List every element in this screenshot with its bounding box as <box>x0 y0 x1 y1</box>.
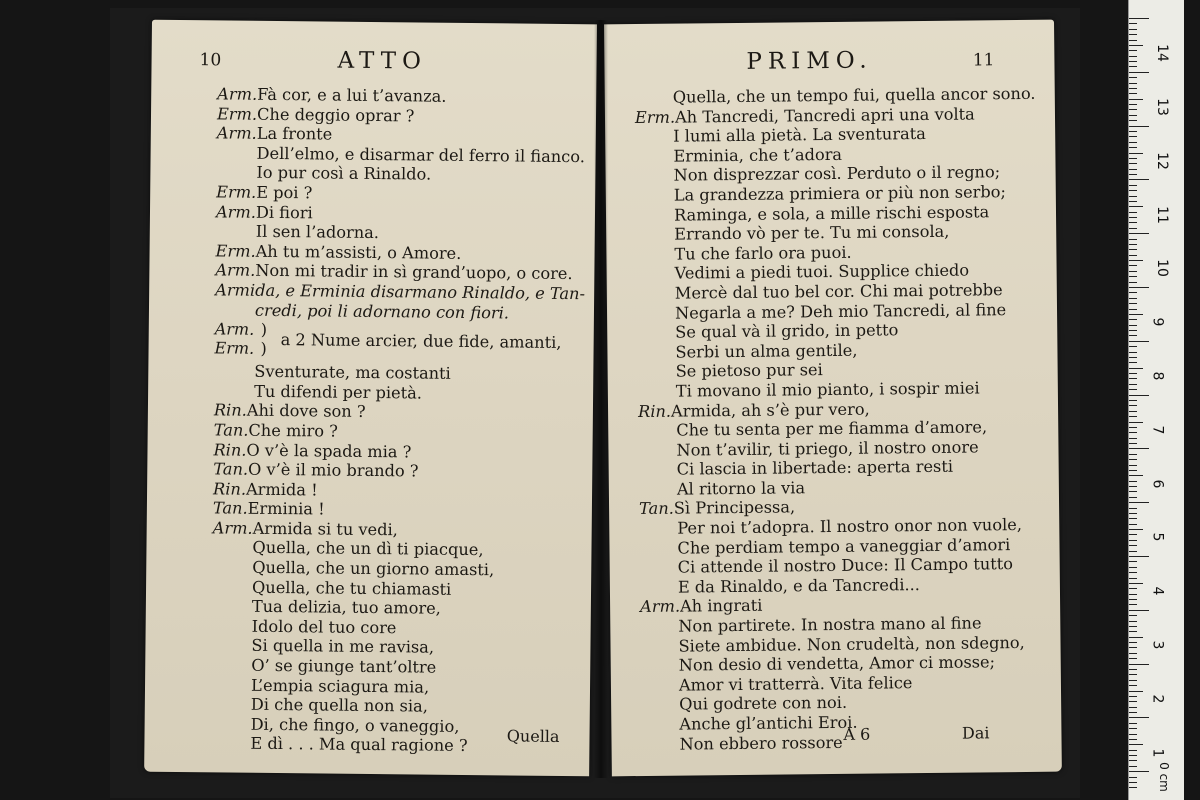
ruler-tick <box>1129 448 1149 449</box>
verse-text: Per noi t’adopra. Il nostro onor non vuole, <box>677 515 1023 538</box>
verse-text: Ah ingrati <box>679 596 763 617</box>
ruler-tick <box>1129 93 1137 94</box>
ruler-tick <box>1129 298 1137 299</box>
verse-text: Che perdiam tempo a vaneggiar d’amori <box>677 534 1011 558</box>
ruler-tick <box>1129 23 1137 24</box>
ruler-number: 8 <box>1149 371 1166 381</box>
ruler-tick <box>1129 674 1137 675</box>
ruler-number: 14 <box>1153 44 1170 63</box>
verse-text: Tua delizia, tuo amore, <box>251 596 441 618</box>
ruler-tick <box>1129 551 1137 552</box>
ruler-tick <box>1129 400 1137 401</box>
verse-text: Ci lascia in libertade: aperta resti <box>676 457 954 479</box>
right-page-number: 11 <box>972 50 995 71</box>
ruler-tick <box>1129 685 1137 686</box>
ruler-tick <box>1129 309 1137 310</box>
ruler-tick <box>1129 470 1137 471</box>
ruler-tick <box>1129 131 1137 132</box>
ruler-tick <box>1129 368 1143 369</box>
ruler-tick <box>1129 378 1137 379</box>
verse-text: Non partirete. In nostra mano al fine <box>678 613 982 636</box>
ruler-tick <box>1129 642 1137 643</box>
speaker-name: Arm. <box>212 518 253 538</box>
verse-text: Vedimi a piedi tuoi. Supplice chiedo <box>674 260 970 283</box>
ruler-tick <box>1129 438 1137 439</box>
ruler-tick <box>1129 578 1137 579</box>
right-catchword: Dai <box>961 723 990 743</box>
ruler-tick <box>1129 357 1137 358</box>
ruler-number: 13 <box>1153 98 1170 116</box>
ruler-tick <box>1129 631 1137 632</box>
verse-text: Mercè dal tuo bel cor. Chi mai potrebbe <box>674 280 1003 303</box>
ruler-number: 4 <box>1149 586 1166 596</box>
verse-text: E da Rinaldo, e da Tancredi... <box>677 574 920 597</box>
ruler-tick <box>1129 427 1137 428</box>
ruler-tick <box>1129 158 1137 159</box>
ruler-tick <box>1129 701 1137 702</box>
ruler-tick <box>1129 346 1137 347</box>
speaker-name: Arm. <box>215 201 257 222</box>
ruler-tick <box>1129 680 1137 681</box>
speaker-name: Tan. <box>213 459 249 479</box>
speaker-name: Arm. <box>216 123 257 143</box>
ruler-number: 7 <box>1149 425 1166 435</box>
ruler-tick <box>1129 362 1137 363</box>
ruler-tick <box>1129 583 1143 584</box>
verse-text: Il sen l’adorna. <box>255 221 380 243</box>
ruler-tick <box>1129 239 1137 240</box>
verse-text: Non t’avilir, ti priego, il nostro onore <box>676 437 979 460</box>
right-page-text <box>605 84 1062 755</box>
verse-text: Quella, che un tempo fui, quella ancor sono. <box>672 83 1036 107</box>
ruler-tick <box>1129 153 1143 154</box>
ruler-tick <box>1129 513 1137 514</box>
ruler-number: 11 <box>1153 205 1170 224</box>
ruler-tick <box>1129 314 1143 315</box>
ruler-tick <box>1129 610 1149 611</box>
ruler-tick <box>1129 561 1137 562</box>
ruler-tick <box>1129 228 1137 229</box>
ruler-tick <box>1129 422 1143 423</box>
ruler-tick <box>1129 56 1137 57</box>
ruler-tick <box>1129 61 1137 62</box>
ruler-tick <box>1129 115 1137 116</box>
ruler-tick <box>1129 190 1137 191</box>
ruler-tick <box>1129 432 1137 433</box>
ruler-tick <box>1129 540 1137 541</box>
ruler-number: 2 <box>1149 694 1166 704</box>
ruler-tick <box>1129 99 1143 100</box>
left-page-header <box>151 46 596 81</box>
ruler-tick <box>1129 717 1149 718</box>
verse-text: Ti movano il mio pianto, i sospir miei <box>675 378 980 401</box>
left-page-number: 10 <box>199 50 222 71</box>
ruler-tick <box>1129 443 1137 444</box>
ruler-tick <box>1129 486 1137 487</box>
ruler-tick <box>1129 196 1137 197</box>
ruler-tick <box>1129 109 1137 110</box>
a-due-speakers <box>214 319 254 357</box>
ruler-number: 10 <box>1153 259 1170 278</box>
verse-text: Al ritorno la via <box>676 478 806 499</box>
ruler-tick <box>1129 179 1149 180</box>
ruler-tick <box>1129 287 1149 288</box>
verse-text: E dì . . . Ma qual ragione ? <box>250 734 468 756</box>
left-page-text <box>144 84 596 758</box>
speaker-name: Erm. <box>216 182 257 202</box>
verse-line <box>611 730 1061 754</box>
ruler-tick <box>1129 723 1137 724</box>
ruler-tick <box>1129 222 1137 223</box>
verse-text: Ci attende il nostro Duce: Il Campo tutto <box>677 554 1014 577</box>
ruler-tick <box>1129 126 1149 127</box>
ruler-tick <box>1129 416 1137 417</box>
ruler-tick <box>1129 66 1137 67</box>
ruler-tick <box>1129 529 1143 530</box>
right-page-header <box>604 46 1054 81</box>
verse-text: Erminia, che t’adora <box>673 144 843 166</box>
verse-text: Serbi un alma gentile, <box>675 340 858 362</box>
ruler-tick <box>1129 755 1137 756</box>
ruler-number: 5 <box>1149 532 1166 542</box>
verse-text: Ah tu m’assisti, o Amore. <box>255 241 462 263</box>
verse-text: Che deggio oprar ? <box>256 104 415 126</box>
ruler-tick <box>1129 750 1137 751</box>
ruler-tick <box>1129 691 1143 692</box>
ruler-tick <box>1129 647 1137 648</box>
ruler-tick <box>1129 760 1137 761</box>
ruler-tick <box>1129 475 1143 476</box>
speaker-name: Arm. <box>217 84 258 104</box>
speaker-name: Rin. <box>637 401 672 421</box>
ruler-tick <box>1129 411 1137 412</box>
ruler-number: 9 <box>1149 317 1166 327</box>
ruler-tick <box>1129 217 1137 218</box>
ruler-tick <box>1129 104 1137 105</box>
ruler-tick <box>1129 373 1137 374</box>
verse-text: Non mi tradir in sì grand’uopo, o core. <box>255 261 573 284</box>
ruler-number: 1 <box>1149 748 1166 758</box>
verse-text: Anche gl’antichi Eroi. <box>679 712 858 734</box>
verse-text: Ahi dove son ? <box>246 400 366 422</box>
ruler-tick <box>1129 147 1137 148</box>
ruler-tick <box>1129 34 1137 35</box>
ruler-tick <box>1129 330 1137 331</box>
ruler-tick <box>1129 40 1137 41</box>
speaker-name: Arm. <box>640 597 681 617</box>
ruler-tick <box>1129 696 1137 697</box>
ruler-tick <box>1129 777 1137 778</box>
stage-direction: credi, poi li adornano con fiori. <box>254 300 510 322</box>
ruler-tick <box>1129 50 1137 51</box>
verse-text: I lumi alla pietà. La sventurata <box>673 124 926 146</box>
verse-text: O v’è la spada mia ? <box>246 440 412 461</box>
verse-text: Qui godrete con noi. <box>679 693 848 715</box>
ruler-tick <box>1129 136 1137 137</box>
verse-text: Quella, che un giorno amasti, <box>252 557 495 580</box>
verse-text: La fronte <box>256 123 333 144</box>
ruler-tick <box>1129 88 1137 89</box>
ruler-tick <box>1129 45 1143 46</box>
scale-ruler <box>1128 0 1184 800</box>
verse-text: Non desio di vendetta, Amor ci mosse; <box>678 652 996 675</box>
ruler-tick <box>1129 325 1137 326</box>
ruler-tick <box>1129 29 1137 30</box>
verse-text: Armida si tu vedi, <box>252 518 398 540</box>
book-gutter <box>594 20 608 778</box>
verse-text: Raminga, e sola, a mille rischi esposta <box>673 201 990 225</box>
left-catchword: Quella <box>506 726 560 746</box>
verse-text: Fà cor, e a lui t’avanza. <box>257 84 447 106</box>
verse-text: L’empia sciagura mia, <box>250 675 430 697</box>
ruler-tick <box>1129 142 1137 143</box>
verse-text: Amor vi tratterrà. Vita felice <box>678 672 913 695</box>
ruler-tick <box>1129 728 1137 729</box>
ruler-tick <box>1129 556 1149 557</box>
a-due-block <box>148 319 593 366</box>
verse-text: Negarla a me? Deh mio Tancredi, al fine <box>674 299 1007 323</box>
ruler-tick <box>1129 459 1137 460</box>
speaker-name: Rin. <box>213 400 247 420</box>
right-page <box>604 20 1062 777</box>
ruler-number: 3 <box>1149 640 1166 650</box>
verse-text: Se pietoso pur sei <box>675 360 823 381</box>
verse-text: Quella, che un dì ti piacque, <box>252 538 484 560</box>
verse-text: Di fiori <box>255 202 313 222</box>
ruler-tick <box>1129 572 1137 573</box>
verse-text: E poi ? <box>256 182 313 203</box>
ruler-tick <box>1129 185 1137 186</box>
a-due-brace: ) ) <box>260 319 268 359</box>
verse-text: Erminia ! <box>247 498 325 519</box>
ruler-tick <box>1129 292 1137 293</box>
ruler-tick <box>1129 497 1137 498</box>
ruler-tick <box>1129 282 1137 283</box>
ruler-tick <box>1129 658 1137 659</box>
signature-mark: A 6 <box>843 724 871 744</box>
ruler-tick <box>1129 707 1137 708</box>
verse-text: Che miro ? <box>248 420 338 441</box>
a-due-speaker-2: Erm. <box>214 338 255 358</box>
ruler-tick <box>1129 545 1137 546</box>
speaker-name: Tan. <box>638 499 674 519</box>
verse-text: Non ebbero rossore <box>679 732 843 754</box>
ruler-tick <box>1129 233 1149 234</box>
speaker-name: Erm. <box>216 103 258 124</box>
ruler-tick <box>1129 206 1143 207</box>
verse-text: Tu che farlo ora puoi. <box>674 242 852 264</box>
ruler-tick <box>1129 502 1149 503</box>
ruler-tick <box>1129 491 1137 492</box>
ruler-number: 12 <box>1153 151 1170 170</box>
ruler-tick <box>1129 395 1149 396</box>
verse-text: Siete ambidue. Non crudeltà, non sdegno, <box>678 632 1025 656</box>
verse-text: La grandezza primiera or più non serbo; <box>673 182 1006 205</box>
ruler-tick <box>1129 588 1137 589</box>
ruler-tick <box>1129 771 1149 772</box>
speaker-name: Rin. <box>213 439 247 460</box>
ruler-tick <box>1129 454 1137 455</box>
ruler-tick <box>1129 739 1137 740</box>
ruler-tick <box>1129 405 1137 406</box>
ruler-tick <box>1129 626 1137 627</box>
a-due-text: a 2 Nume arcier, due fide, amanti, <box>280 330 562 353</box>
ruler-tick <box>1129 163 1137 164</box>
ruler-tick <box>1129 604 1137 605</box>
speaker-name: Tan. <box>213 420 249 440</box>
verse-text: Idolo del tuo core <box>251 616 397 638</box>
ruler-tick <box>1129 201 1137 202</box>
ruler-tick <box>1129 319 1137 320</box>
ruler-tick <box>1129 276 1137 277</box>
ruler-tick <box>1129 744 1143 745</box>
ruler-tick <box>1129 712 1137 713</box>
ruler-tick <box>1129 534 1137 535</box>
verse-text: Che tu senta per me fiamma d’amore, <box>676 417 988 440</box>
verse-text: Armida ! <box>245 479 318 500</box>
ruler-tick <box>1129 766 1137 767</box>
ruler-tick <box>1129 72 1149 73</box>
verse-text: Sventurate, ma costanti <box>254 361 451 383</box>
ruler-tick <box>1129 335 1137 336</box>
verse-text: Armida, ah s’è pur vero, <box>670 399 870 421</box>
ruler-tick <box>1129 174 1137 175</box>
verse-text: Dell’elmo, e disarmar del ferro il fianco. <box>256 143 585 166</box>
verse-text: Se qual và il grido, in petto <box>675 320 899 342</box>
verse-text: Ah Tancredi, Tancredi apri una volta <box>674 104 975 127</box>
verse-text: O v’è il mio brando ? <box>247 459 419 481</box>
ruler-tick <box>1129 389 1137 390</box>
ruler-tick <box>1129 384 1137 385</box>
ruler-tick <box>1129 508 1137 509</box>
ruler-unit: 0 cm <box>1156 762 1171 792</box>
ruler-tick <box>1129 599 1137 600</box>
ruler-tick <box>1129 169 1137 170</box>
ruler-tick <box>1129 481 1137 482</box>
ruler-tick <box>1129 352 1137 353</box>
ruler-tick <box>1129 212 1137 213</box>
ruler-tick <box>1129 637 1143 638</box>
verse-text: Errando vò per te. Tu mi consola, <box>674 221 950 244</box>
stage-direction: Armida, e Erminia disarmano Rinaldo, e Tan- <box>215 280 586 304</box>
ruler-tick <box>1129 341 1149 342</box>
ruler-tick <box>1129 120 1137 121</box>
ruler-number: 6 <box>1149 479 1166 489</box>
verse-text: Non disprezzar così. Perduto o il regno; <box>673 162 1001 186</box>
ruler-tick <box>1129 782 1137 783</box>
left-page <box>144 20 597 777</box>
verse-text: Di, che fingo, o vaneggio, <box>250 714 460 736</box>
ruler-tick <box>1129 615 1137 616</box>
verse-text: Io pur così a Rinaldo. <box>256 163 432 184</box>
verse-text: O’ se giunge tant’oltre <box>251 655 437 677</box>
ruler-tick <box>1129 524 1137 525</box>
speaker-name: Erm. <box>215 241 256 261</box>
verse-text: Tu difendi per pietà. <box>254 381 423 403</box>
verse-text: Si quella in me ravisa, <box>251 636 435 658</box>
ruler-tick <box>1129 669 1137 670</box>
ruler-tick <box>1129 271 1137 272</box>
ruler-tick <box>1129 664 1149 665</box>
ruler-tick <box>1129 255 1137 256</box>
ruler-tick <box>1129 621 1137 622</box>
ruler-tick <box>1129 83 1137 84</box>
ruler-tick <box>1129 260 1143 261</box>
ruler-tick <box>1129 653 1137 654</box>
verse-text: Di che quella non sia, <box>250 694 428 716</box>
speaker-name: Erm. <box>634 107 676 127</box>
verse-text: Quella, che tu chiamasti <box>251 577 452 599</box>
ruler-tick <box>1129 77 1137 78</box>
right-running-head: PRIMO. <box>746 47 873 75</box>
ruler-tick <box>1129 249 1137 250</box>
a-due-speaker-1: Arm. <box>214 319 255 339</box>
ruler-tick <box>1129 787 1137 788</box>
ruler-tick <box>1129 518 1137 519</box>
speaker-name: Arm. <box>215 260 256 281</box>
ruler-tick <box>1129 465 1137 466</box>
verse-text: Sì Principessa, <box>673 497 796 519</box>
speaker-name: Tan. <box>212 498 248 518</box>
ruler-tick <box>1129 567 1137 568</box>
left-running-head: ATTO <box>337 47 428 75</box>
ruler-tick <box>1129 18 1149 19</box>
speaker-name: Rin. <box>213 479 247 499</box>
ruler-tick <box>1129 244 1137 245</box>
ruler-tick <box>1129 734 1137 735</box>
ruler-tick <box>1129 594 1137 595</box>
ruler-tick <box>1129 265 1137 266</box>
ruler-tick <box>1129 303 1137 304</box>
